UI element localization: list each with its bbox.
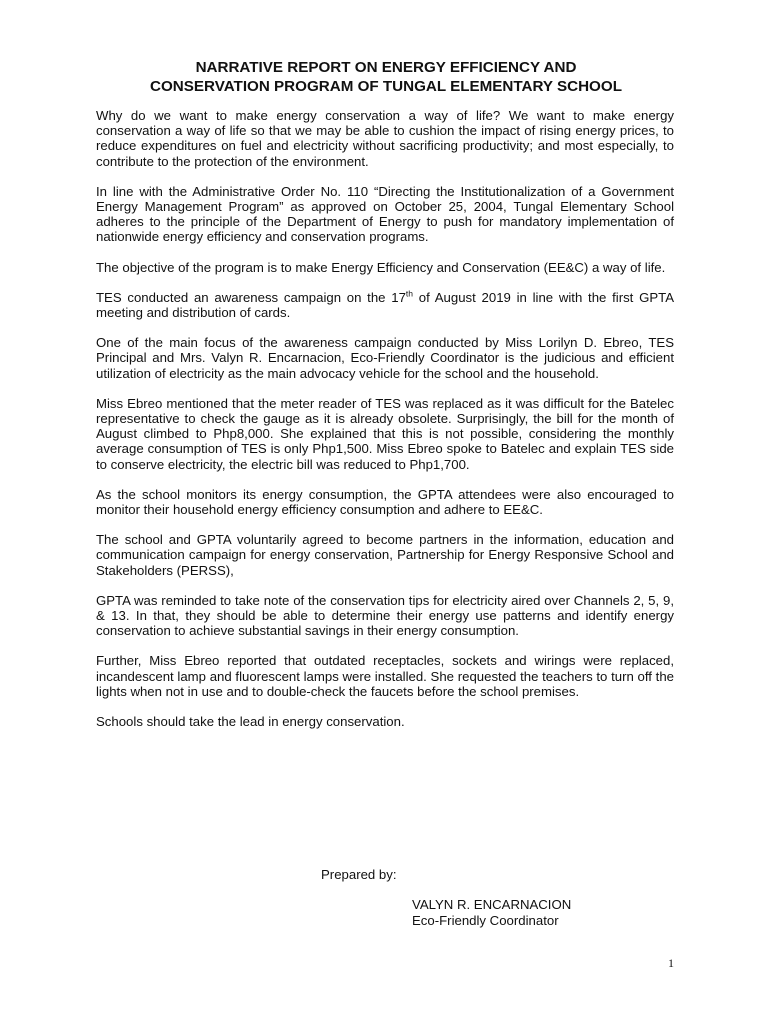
paragraph-main-focus: One of the main focus of the awareness campaign conducted by Miss Lorilyn D. Ebreo, TES Principal and Mrs. Valyn R. Encarnacion, Eco-Friendly Coordinator is the judicious and efficient utilization of electricity as the main advocacy vehicle for the school and the household. [96,335,674,381]
paragraph-conservation-tips: GPTA was reminded to take note of the conservation tips for electricity aired over Channels 2, 5, 9, & 13. In that, they should be able to determine their energy use patterns and identify energy conservation to achieve substantial savings in their energy consumption. [96,592,674,639]
signatory-role: Eco-Friendly Coordinator [412,913,559,928]
campaign-text-after: of August 2019 in line with the first GPTA meeting and distribution of cards. [96,289,674,321]
report-body [96,108,674,744]
prepared-by-label: Prepared by: [321,867,397,882]
signatory-name: VALYN R. ENCARNACION [412,897,572,912]
paragraph-replacements: Further, Miss Ebreo reported that outdated receptacles, sockets and wirings were replaced, incandescent lamp and fluorescent lamps were installed. She requested the teachers to turn off the lights when not in use and to double-check the faucets before the school premises. [96,653,674,699]
paragraph-meter-reader: Miss Ebreo mentioned that the meter reader of TES was replaced as it was difficult for the Batelec representative to check the gauge as it is already obsolete. Surprisingly, the bill for the month of August climbed to Php8,000. She explained that this is not possible, considering the monthly average consumption of TES is only Php1,500. Miss Ebreo spoke to Batelec and explain TES side to conserve electricity, the electric bill was reduced to Php1,700. [96,395,674,472]
paragraph-closing: Schools should take the lead in energy conservation. [96,714,405,730]
paragraph-why-conservation: Why do we want to make energy conservation a way of life? We want to make energy conservation a way of life so that we may be able to cushion the impact of rising energy prices, to reduce expenditures on fuel and electricity without sacrificing productivity; and most especially, to contribute to the protection of the environment. [96,108,674,169]
title-line-2: CONSERVATION PROGRAM OF TUNGAL ELEMENTARY SCHOOL [150,78,622,95]
paragraph-partnership: The school and GPTA voluntarily agreed to become partners in the information, education and communication campaign for energy conservation, Partnership for Energy Responsive School and Stakeholders (PERSS), [96,532,674,578]
report-title [96,58,676,96]
campaign-text-before: TES conducted an awareness campaign on the 17 [96,289,406,305]
title-line-1: NARRATIVE REPORT ON ENERGY EFFICIENCY AND [195,59,577,76]
paragraph-administrative-order: In line with the Administrative Order No. 110 “Directing the Institutionalization of a Government Energy Management Program” as approved on October 25, 2004, Tungal Elementary School adheres to the principle of the Department of Energy to push for mandatory implementation of nationwide energy efficiency and conservation programs. [96,183,674,245]
page-number: 1 [668,956,674,970]
ordinal-suffix: th [405,288,414,299]
paragraph-awareness-campaign [96,290,674,320]
paragraph-gpta-monitoring: As the school monitors its energy consumption, the GPTA attendees were also encouraged to monitor their household energy efficiency consumption and adhere to EE&C. [96,486,674,518]
paragraph-program-objective: The objective of the program is to make Energy Efficiency and Conservation (EE&C) a way of life. [96,259,666,275]
